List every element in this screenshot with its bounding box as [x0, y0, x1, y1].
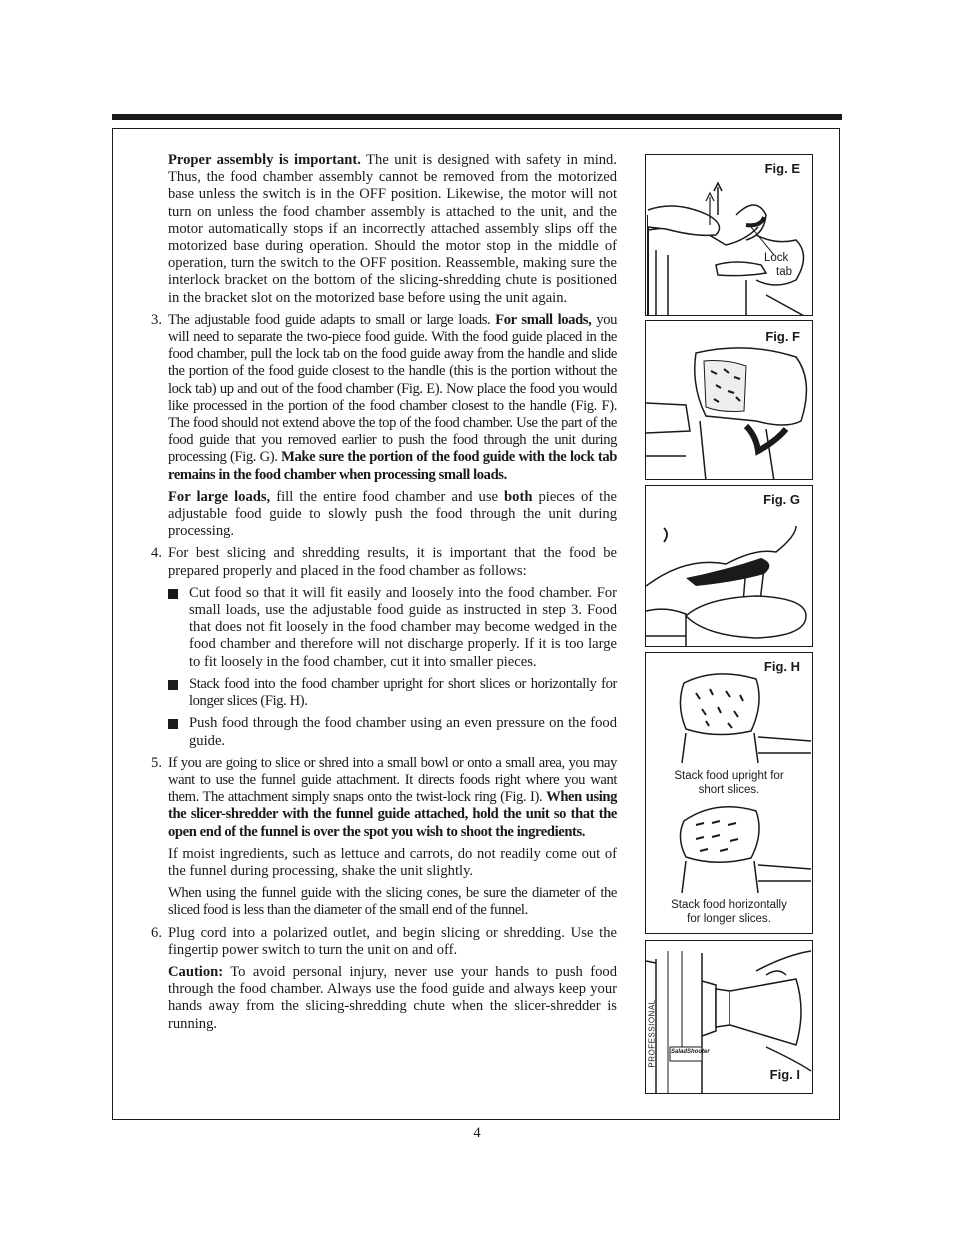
caption-upright: Stack food upright for short slices.: [674, 770, 784, 796]
figure-g: [645, 485, 813, 647]
step-3: 3. The adjustable food guide adapts to small or large loads. For small loads, you will need to separate the two-piece food guide. With the food guide placed in the food chamber, pull the lock tab on the food guide away from the handle and slide the portion of the food guide closest to the handle (this is the portion without the lock tab) up and out of the food chamber (Fig. E). Now place the food you would like processed in the portion of the food chamber closest to the handle (Fig. F). The food should not extend above the top of the food chamber. Use the part of the food guide that you removed earlier to push the food through the unit during processing (Fig. G). Make sure the portion of the food guide with the lock tab remains in the food chamber when processing small loads. For large loads, fill the entire food chamber and use both pieces of the adjustable food guide to slowly push the food through the unit during processing.: [168, 312, 617, 541]
figure-label: Fig. G: [763, 492, 800, 507]
list-item: Stack food into the food chamber upright for short slices or horizontally for longer slices (Fig. H).: [168, 676, 617, 710]
figure-i: [645, 940, 813, 1094]
header-rule: [112, 114, 842, 120]
fig-e-illustration: [646, 155, 813, 316]
callout-label: Lock: [764, 252, 789, 264]
step-4: 4. For best slicing and shredding results, it is important that the food be prepared properly and placed in the food chamber as follows: Cut food so that it will fit easily and loosely into the food chamber. For small loads, use the adjustable food guide as instructed in step 3. Food that does not fit loosely in the food chamber may become wedged in the food chamber and therefore will not discharge properly. If it is too large to fit loosely in the food chamber, cut it into smaller pieces. Stack food into the food chamber upright for short slices or horizontally for longer slices (Fig. H). Push food through the food chamber using an even pressure on the food guide.: [168, 545, 617, 749]
step-6: 6. Plug cord into a polarized outlet, and begin slicing or shredding. Use the fingertip power switch to turn the unit on and off. Caution: To avoid personal injury, never use your hands to push food through the food chamber. Always use the food guide and always keep your hands away from the slicing-shredding chute when the slicer-shredder is running.: [168, 925, 617, 1033]
list-item: Cut food so that it will fit easily and loosely into the food chamber. For small loads, use the adjustable food guide as instructed in step 3. Food that does not fit loosely in the food chamber may become wedged in the food chamber and therefore will not discharge properly. If it is too large to fit loosely in the food chamber, cut it into smaller pieces.: [168, 585, 617, 671]
instructions-column: [151, 152, 618, 1038]
figure-label: Fig. H: [763, 659, 800, 674]
step-number: 5.: [151, 754, 162, 771]
figure-label: Fig. F: [765, 329, 800, 344]
step-number: 4.: [151, 545, 162, 562]
step-number: 6.: [151, 924, 162, 941]
figure-h: [645, 652, 813, 934]
step-number: 3.: [151, 311, 162, 328]
square-bullet-icon: [168, 680, 178, 690]
callout-label: tab: [776, 266, 792, 278]
figure-label: Fig. E: [764, 161, 800, 176]
page-number: 4: [473, 1125, 481, 1141]
square-bullet-icon: [168, 719, 178, 729]
figure-e: [645, 154, 813, 316]
step-5: 5. If you are going to slice or shred into a small bowl or onto a small area, you may want to use the funnel guide attachment. It directs foods right where you want them. The attachment simply snaps onto the twist-lock ring (Fig. I). When using the slicer-shredder with the funnel guide attached, hold the unit so that the open end of the funnel is over the spot you wish to shoot the ingredients. If moist ingredients, such as lettuce and carrots, do not readily come out of the funnel during processing, shake the unit slightly. When using the funnel guide with the slicing cones, be sure the diameter of the sliced food is less than the diameter of the small end of the funnel.: [168, 755, 617, 920]
brand-text: PROFESSIONAL: [647, 999, 657, 1068]
fig-g-illustration: [646, 486, 813, 647]
figure-label: Fig. I: [769, 1067, 800, 1082]
product-logo: SaladShooter: [671, 1049, 710, 1055]
figure-f: [645, 320, 813, 480]
square-bullet-icon: [168, 589, 178, 599]
caption-horizontal: Stack food horizontally for longer slices.: [671, 899, 787, 925]
fig-f-illustration: [646, 321, 813, 480]
list-item: Push food through the food chamber using an even pressure on the food guide.: [168, 715, 617, 749]
intro-paragraph: Proper assembly is important. The unit is designed with safety in mind. Thus, the food chamber assembly cannot be removed from the motorized base unless the switch is in the OFF position. Likewise, the motor will not turn on unless the food chamber assembly is attached to the unit, and the motor automatically stops if an incorrectly attached assembly slips off the motorized base during operation. Should the motor stop in the middle of operation, turn the switch to the OFF position. Reassemble, making sure the interlock bracket on the bottom of the slicing-shredding chute is positioned in the bracket slot on the motorized base before using the unit again.: [168, 152, 617, 306]
